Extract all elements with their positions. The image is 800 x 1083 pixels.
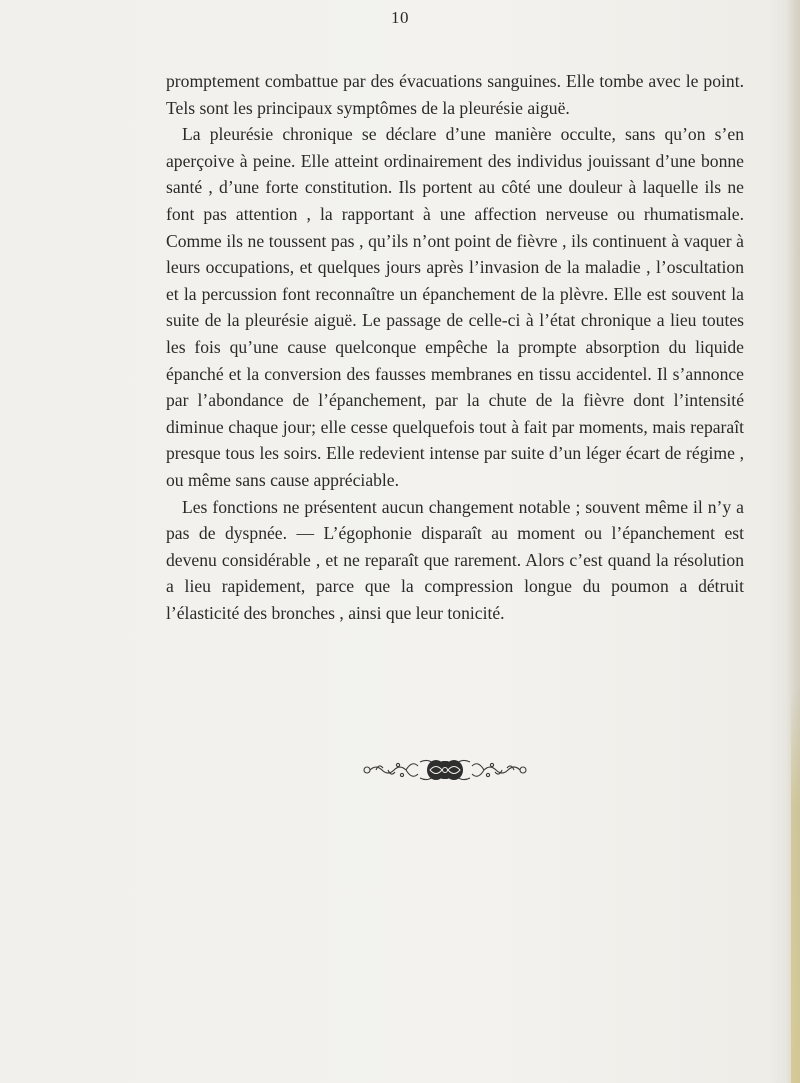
printer-ornament-icon: [362, 756, 528, 784]
paragraph-2: La pleurésie chronique se déclare d’une manière occulte, sans qu’on s’en aperçoive à peine. Elle atteint ordinairement des individus jouissant d’une bonne santé , d’une forte constitution. Ils portent au côté une douleur à laquelle ils ne font pas attention , la rapportant à une affection nerveuse ou rhumatismale. Comme ils ne toussent pas , qu’ils n’ont point de fièvre , ils continuent à vaquer à leurs occupations, et quelques jours après l’invasion de la maladie , l’oscultation et la percussion font reconnaître un épanchement de la plèvre. Elle est souvent la suite de la pleurésie aiguë. Le passage de celle-ci à l’état chronique a lieu toutes les fois qu’une cause quelconque empêche la prompte absorption du liquide épanché et la conversion des fausses membranes en tissu accidentel. Il s’annonce par l’abondance de l’épanchement, par la chute de la fièvre dont l’intensité diminue chaque jour; elle cesse quelquefois tout à fait par moments, mais reparaît presque tous les soirs. Elle redevient intense par suite d’un léger écart de régime , ou même sans cause appréciable.: [166, 124, 744, 490]
page-edge-stain: [791, 690, 800, 1083]
paragraph-1: promptement combattue par des évacuations sanguines. Elle tombe avec le point. Tels sont les principaux symptômes de la pleurésie aiguë.: [166, 71, 744, 118]
paragraph-3: Les fonctions ne présentent aucun changement notable ; souvent même il n’y a pas de dyspnée. — L’égophonie disparaît au moment ou l’épanchement est devenu considérable , et ne reparaît que rarement. Alors c’est quand la résolution a lieu rapidement, parce que la compression longue du poumon a détruit l’élasticité des bronches , ainsi que leur tonicité.: [166, 496, 744, 623]
page-number: 10: [391, 8, 409, 27]
body-text: [166, 68, 744, 626]
